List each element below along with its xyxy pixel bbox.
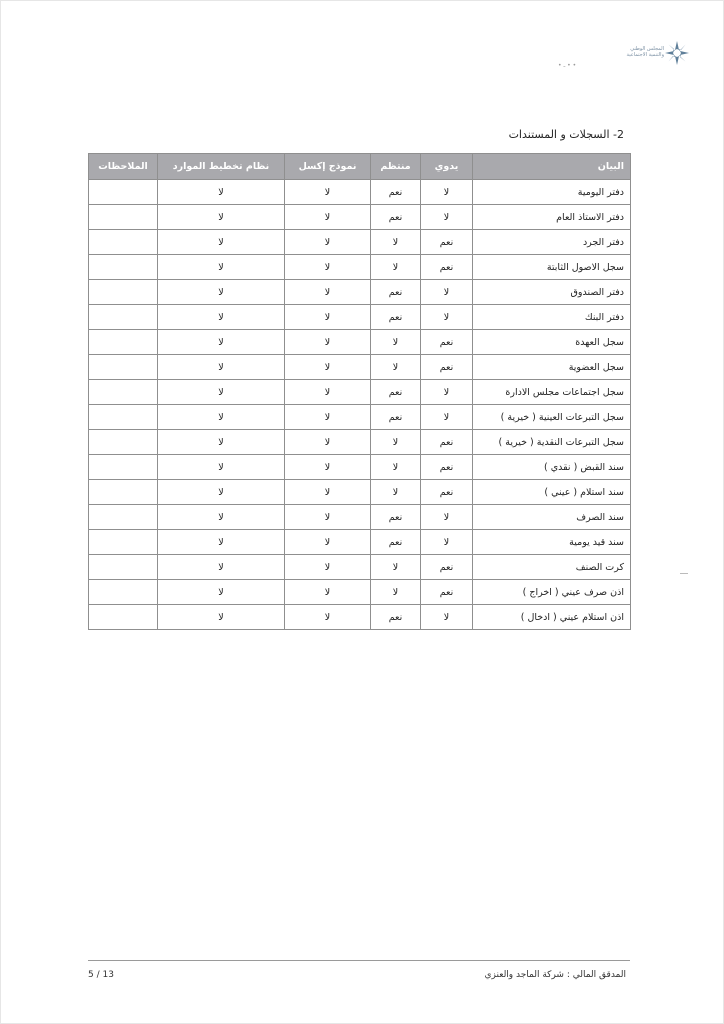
table-cell: نعم: [421, 355, 473, 380]
table-cell: [89, 280, 158, 305]
table-cell: نعم: [421, 255, 473, 280]
table-cell: نعم: [371, 530, 421, 555]
table-cell: [89, 255, 158, 280]
table-cell: دفتر الصندوق: [473, 280, 631, 305]
table-cell: لا: [371, 455, 421, 480]
table-cell: لا: [158, 280, 285, 305]
table-cell: دفتر الجرد: [473, 230, 631, 255]
table-cell: لا: [371, 330, 421, 355]
table-cell: لا: [285, 380, 371, 405]
table-cell: [89, 355, 158, 380]
table-cell: لا: [285, 280, 371, 305]
table-cell: كرت الصنف: [473, 555, 631, 580]
table-cell: [89, 430, 158, 455]
star-logo-icon: [664, 40, 690, 66]
table-cell: سند الصرف: [473, 505, 631, 530]
table-cell: لا: [285, 455, 371, 480]
column-header: يدوي: [421, 154, 473, 180]
table-row: [89, 330, 631, 355]
table-cell: [89, 605, 158, 630]
table-row: [89, 430, 631, 455]
table-cell: سند قيد يومية: [473, 530, 631, 555]
table-cell: لا: [158, 430, 285, 455]
table-cell: نعم: [371, 605, 421, 630]
table-row: [89, 355, 631, 380]
table-cell: لا: [285, 305, 371, 330]
table-cell: لا: [285, 355, 371, 380]
table-cell: سجل الاصول الثابتة: [473, 255, 631, 280]
table-cell: لا: [371, 355, 421, 380]
table-cell: نعم: [371, 305, 421, 330]
table-cell: نعم: [371, 405, 421, 430]
column-header: نموذج إكسل: [285, 154, 371, 180]
table-cell: لا: [285, 405, 371, 430]
table-cell: [89, 305, 158, 330]
table-cell: لا: [285, 255, 371, 280]
table-cell: دفتر البنك: [473, 305, 631, 330]
table-cell: لا: [285, 330, 371, 355]
table-cell: لا: [158, 555, 285, 580]
table-cell: نعم: [371, 280, 421, 305]
table-cell: لا: [421, 180, 473, 205]
table-row: [89, 255, 631, 280]
table-row: [89, 405, 631, 430]
table-cell: لا: [158, 605, 285, 630]
table-row: [89, 505, 631, 530]
table-cell: لا: [421, 305, 473, 330]
table-cell: لا: [158, 455, 285, 480]
table-row: [89, 205, 631, 230]
logo-line-1: المجلس الوطني: [630, 46, 664, 52]
table-cell: لا: [158, 380, 285, 405]
table-cell: لا: [285, 605, 371, 630]
table-cell: نعم: [421, 430, 473, 455]
table-cell: سجل التبرعات النقدية ( خيرية ): [473, 430, 631, 455]
table-row: [89, 230, 631, 255]
table-cell: لا: [158, 530, 285, 555]
table-cell: [89, 180, 158, 205]
table-cell: نعم: [371, 205, 421, 230]
table-cell: لا: [371, 430, 421, 455]
table-cell: نعم: [371, 180, 421, 205]
table-cell: سجل اجتماعات مجلس الادارة: [473, 380, 631, 405]
table-cell: نعم: [421, 230, 473, 255]
table-cell: سجل التبرعات العينية ( خيرية ): [473, 405, 631, 430]
table-cell: لا: [285, 505, 371, 530]
records-table: [88, 153, 631, 630]
logo-text: [614, 46, 664, 58]
table-cell: دفتر الاستاذ العام: [473, 205, 631, 230]
table-cell: لا: [158, 330, 285, 355]
table-cell: لا: [285, 530, 371, 555]
table-cell: لا: [158, 205, 285, 230]
table-cell: لا: [285, 180, 371, 205]
table-header-row: [89, 154, 631, 180]
table-cell: [89, 530, 158, 555]
column-header: نظام تخطيط الموارد: [158, 154, 285, 180]
table-cell: لا: [158, 180, 285, 205]
table-cell: [89, 480, 158, 505]
logo-line-2: والتنمية الاجتماعية: [626, 52, 664, 58]
table-cell: لا: [158, 355, 285, 380]
table-row: [89, 580, 631, 605]
table-cell: [89, 380, 158, 405]
table-cell: لا: [285, 555, 371, 580]
table-cell: لا: [285, 580, 371, 605]
table-cell: [89, 205, 158, 230]
table-cell: لا: [158, 505, 285, 530]
table-cell: [89, 505, 158, 530]
table-row: [89, 455, 631, 480]
table-cell: نعم: [421, 480, 473, 505]
table-cell: نعم: [421, 330, 473, 355]
table-cell: [89, 405, 158, 430]
table-cell: نعم: [421, 455, 473, 480]
table-cell: لا: [371, 480, 421, 505]
table-row: [89, 380, 631, 405]
table-cell: [89, 580, 158, 605]
table-row: [89, 605, 631, 630]
table-cell: سند استلام ( عيني ): [473, 480, 631, 505]
table-cell: لا: [371, 555, 421, 580]
table-cell: لا: [421, 405, 473, 430]
table-row: [89, 555, 631, 580]
table-cell: [89, 230, 158, 255]
table-cell: سجل العضوية: [473, 355, 631, 380]
column-header: البيان: [473, 154, 631, 180]
table-cell: [89, 455, 158, 480]
table-cell: [89, 330, 158, 355]
footer-auditor: المدقق المالي : شركة الماجد والعنزي: [484, 970, 626, 980]
table-cell: لا: [285, 430, 371, 455]
table-cell: نعم: [421, 580, 473, 605]
table-cell: لا: [371, 230, 421, 255]
table-cell: لا: [421, 530, 473, 555]
footer-divider: [88, 960, 630, 961]
header-dots: • ـ • •: [558, 62, 577, 69]
table-cell: لا: [371, 580, 421, 605]
table-cell: لا: [421, 505, 473, 530]
table-cell: لا: [421, 380, 473, 405]
table-row: [89, 180, 631, 205]
table-cell: اذن صرف عيني ( اخراج ): [473, 580, 631, 605]
table-cell: لا: [158, 255, 285, 280]
table-row: [89, 280, 631, 305]
table-cell: لا: [285, 230, 371, 255]
table-row: [89, 530, 631, 555]
table-cell: لا: [421, 605, 473, 630]
table-cell: [89, 555, 158, 580]
table-row: [89, 305, 631, 330]
table-body: [89, 180, 631, 630]
table-cell: سجل العهدة: [473, 330, 631, 355]
scan-mark: [680, 573, 688, 574]
table-cell: نعم: [371, 380, 421, 405]
table-cell: سند القبض ( نقدي ): [473, 455, 631, 480]
section-title: 2- السجلات و المستندات: [508, 128, 624, 141]
table-cell: لا: [158, 480, 285, 505]
table-cell: نعم: [421, 555, 473, 580]
column-header: الملاحظات: [89, 154, 158, 180]
table-cell: نعم: [371, 505, 421, 530]
table-row: [89, 480, 631, 505]
page-number: 5 / 13: [88, 970, 114, 980]
column-header: منتظم: [371, 154, 421, 180]
table-cell: لا: [285, 205, 371, 230]
table-cell: لا: [421, 280, 473, 305]
table-cell: لا: [421, 205, 473, 230]
table-cell: لا: [371, 255, 421, 280]
table-cell: لا: [158, 580, 285, 605]
table-cell: دفتر اليومية: [473, 180, 631, 205]
table-cell: لا: [285, 480, 371, 505]
table-cell: لا: [158, 305, 285, 330]
table-cell: لا: [158, 405, 285, 430]
table-cell: لا: [158, 230, 285, 255]
table-cell: اذن استلام عيني ( ادخال ): [473, 605, 631, 630]
